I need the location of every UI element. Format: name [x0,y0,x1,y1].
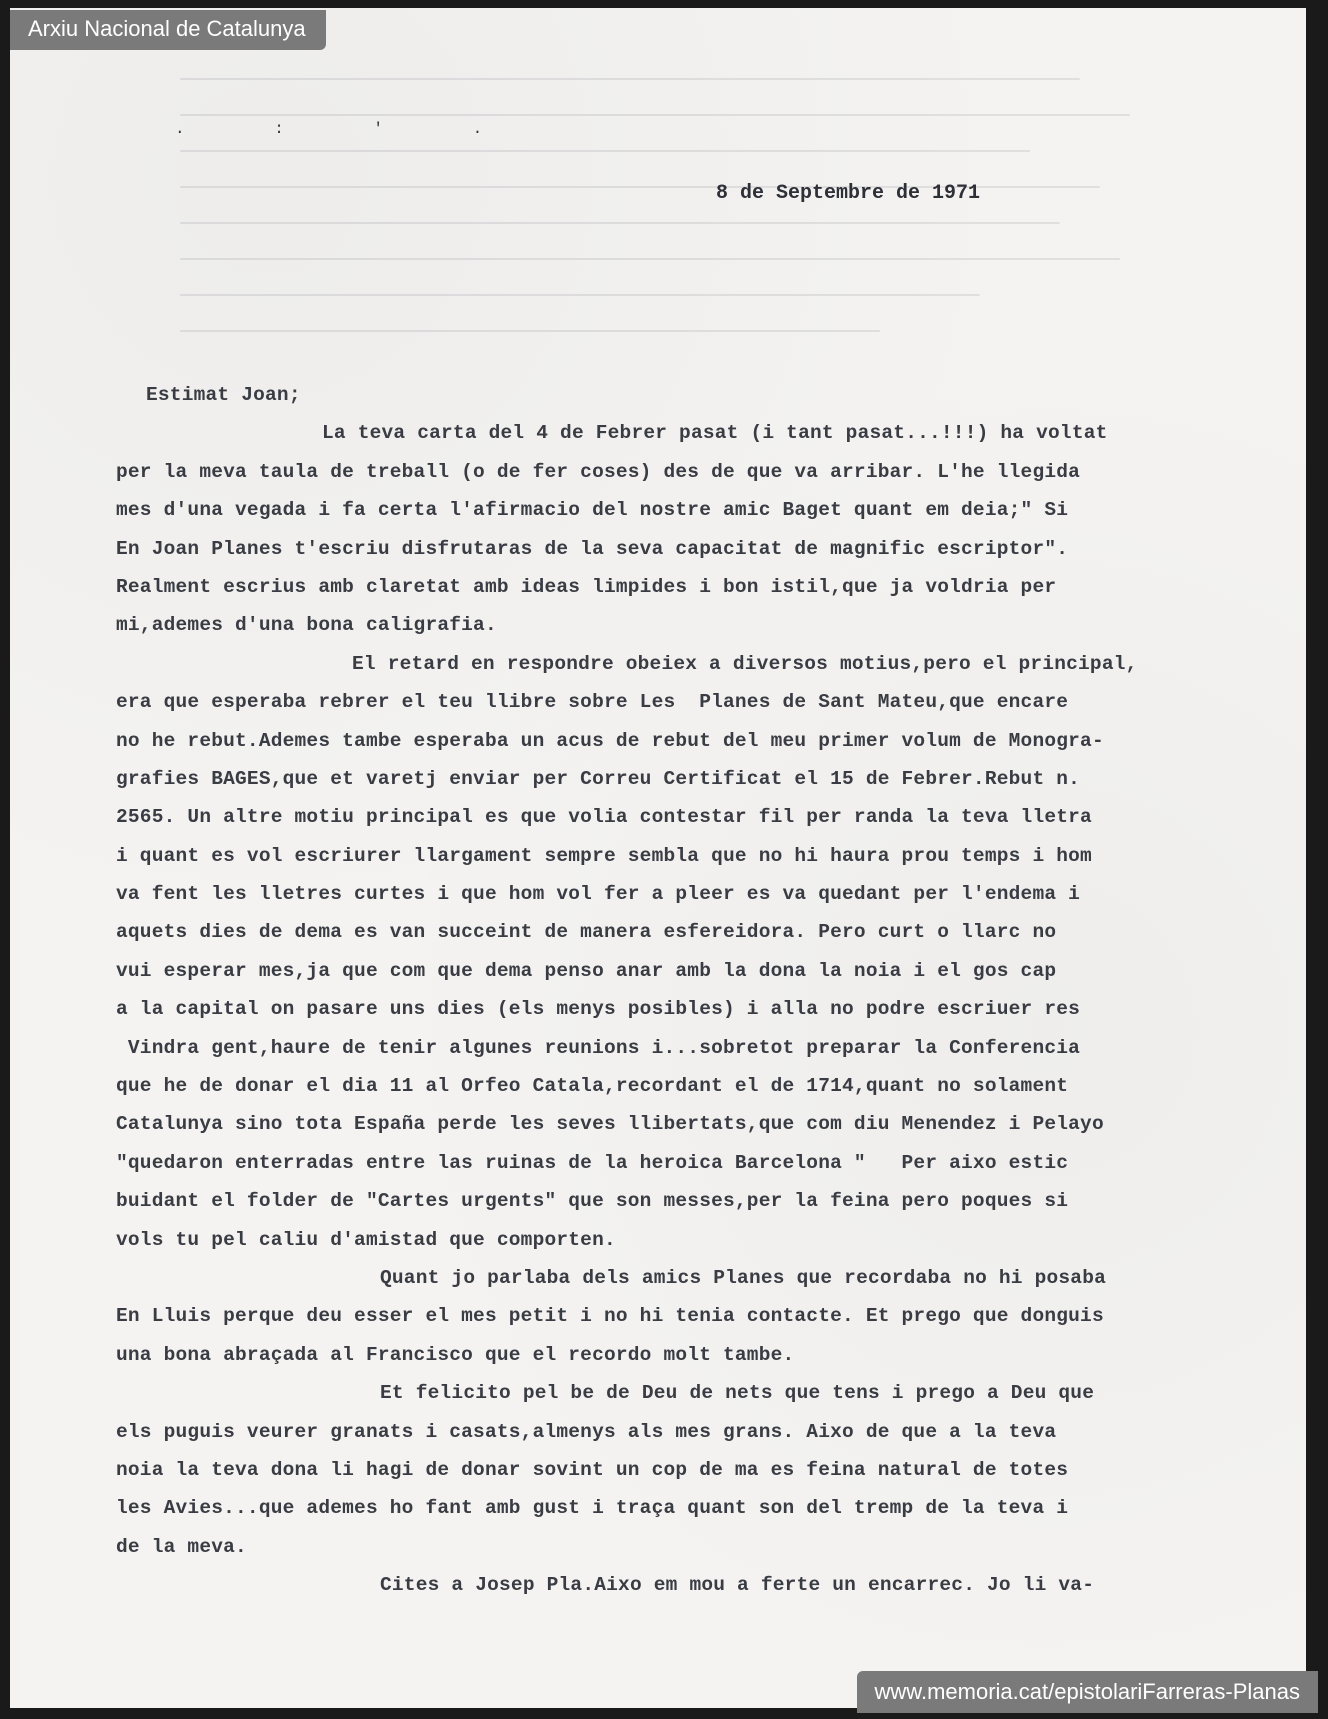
letter-line: i quant es vol escriurer llargament sempre sembla que no hi haura prou temps i hom [116,844,1092,867]
letter-line: una bona abraçada al Francisco que el recordo molt tambe. [116,1343,795,1366]
letter-line: no he rebut.Ademes tambe esperaba un acus de rebut del meu primer volum de Monogra- [116,729,1104,752]
letter-line: que he de donar el dia 11 al Orfeo Catala,recordant el de 1714,quant no solament [116,1075,1069,1098]
letter-line: a la capital on pasare uns dies (els menys posibles) i alla no podre escriuer res [116,998,1081,1021]
letter-line: aquets dies de dema es van succeint de manera esfereidora. Pero curt o llarc no [116,921,1057,944]
letter-line: 2565. Un altre motiu principal es que volia contestar fil per randa la teva lletra [116,806,1092,829]
letter-salutation: Estimat Joan; [146,384,301,406]
letter-line: vols tu pel caliu d'amistad que comporten. [116,1228,616,1251]
letter-line: El retard en respondre obeiex a diversos motius,pero el principal, [352,652,1138,675]
archive-label: Arxiu Nacional de Catalunya [10,10,326,50]
letter-line: Quant jo parlaba dels amics Planes que recordaba no hi posaba [380,1266,1107,1289]
letter-page [10,8,1306,1708]
letter-line: Vindra gent,haure de tenir algunes reunions i...sobretot preparar la Conferencia [116,1036,1081,1059]
letter-body [116,376,1206,1605]
ink-specks: . : ' . [175,120,523,138]
letter-line: En Lluis perque deu esser el mes petit i no hi tenia contacte. Et prego que donguis [116,1305,1104,1328]
letter-line: mi,ademes d'una bona caligrafia. [116,614,497,637]
letter-line: de la meva. [116,1535,247,1558]
letter-line: per la meva taula de treball (o de fer coses) des de que va arribar. L'he llegida [116,460,1081,483]
letter-line: les Avies...que ademes ho fant amb gust i traça quant son del tremp de la teva i [116,1497,1069,1520]
letter-line: Cites a Josep Pla.Aixo em mou a ferte un encarrec. Jo li va- [380,1574,1095,1597]
letter-line: Realment escrius amb claretat amb ideas limpides i bon istil,que ja voldria per [116,575,1057,598]
letter-line: grafies BAGES,que et varetj enviar per Correu Certificat el 15 de Febrer.Rebut n. [116,767,1081,790]
letter-line: Catalunya sino tota España perde les seves llibertats,que com diu Menendez i Pelayo [116,1113,1104,1136]
letter-line: era que esperaba rebrer el teu llibre sobre Les Planes de Sant Mateu,que encare [116,691,1069,714]
letter-line: mes d'una vegada i fa certa l'afirmacio del nostre amic Baget quant em deia;" Si [116,499,1069,522]
letter-line: va fent les lletres curtes i que hom vol fer a pleer es va quedant per l'endema i [116,883,1081,906]
letter-line: "quedaron enterradas entre las ruinas de la heroica Barcelona " Per aixo estic [116,1151,1069,1174]
letter-line: La teva carta del 4 de Febrer pasat (i tant pasat...!!!) ha voltat [322,422,1108,445]
letter-line: noia la teva dona li hagi de donar sovint un cop de ma es feina natural de totes [116,1458,1069,1481]
letter-line: buidant el folder de "Cartes urgents" que son messes,per la feina pero poques si [116,1190,1069,1213]
letter-line: Et felicito pel be de Deu de nets que tens i prego a Deu que [380,1382,1095,1405]
letter-line: vui esperar mes,ja que com que dema penso anar amb la dona la noia i el gos cap [116,959,1057,982]
letter-line: En Joan Planes t'escriu disfrutaras de la seva capacitat de magnific escriptor". [116,537,1069,560]
letter-date: 8 de Septembre de 1971 [716,182,981,205]
letter-line: els puguis veurer granats i casats,almenys als mes grans. Aixo de que a la teva [116,1420,1057,1443]
source-url[interactable]: www.memoria.cat/epistolariFarreras-Planas [857,1671,1318,1713]
